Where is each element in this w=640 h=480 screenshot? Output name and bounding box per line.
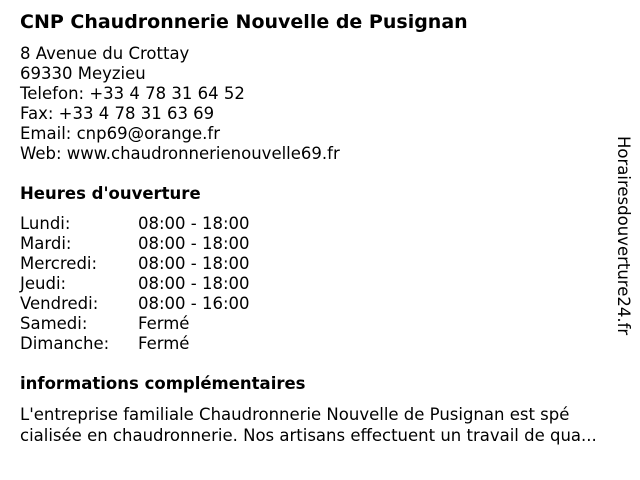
time-value: 08:00 - 18:00 (138, 254, 250, 273)
time-value: 08:00 - 18:00 (138, 234, 250, 253)
additional-info-heading: informations complémentaires (20, 374, 306, 393)
day-label: Dimanche: (20, 334, 110, 353)
address-city: 69330 Meyzieu (20, 64, 146, 83)
contact-block (20, 44, 340, 164)
site-watermark (612, 136, 634, 372)
fax-line: Fax: +33 4 78 31 63 69 (20, 104, 215, 123)
web-line: Web: www.chaudronnerienouvelle69.fr (20, 144, 340, 163)
email-line: Email: cnp69@orange.fr (20, 124, 220, 143)
site-watermark-text: Horairesdouverture24.fr (614, 136, 633, 336)
additional-info-text (20, 404, 630, 446)
day-label: Vendredi: (20, 294, 99, 313)
time-value: 08:00 - 18:00 (138, 274, 250, 293)
address-street: 8 Avenue du Crottay (20, 44, 190, 63)
business-name: CNP Chaudronnerie Nouvelle de Pusignan (20, 11, 468, 33)
time-value: Fermé (138, 314, 190, 333)
opening-hours-heading: Heures d'ouverture (20, 184, 201, 203)
day-label: Samedi: (20, 314, 88, 333)
info-line-1: L'entreprise familiale Chaudronnerie Nouvelle de Pusignan est spé (20, 405, 570, 424)
info-line-2: cialisée en chaudronnerie. Nos artisans effectuent un travail de qua... (20, 426, 597, 445)
day-label: Jeudi: (20, 274, 67, 293)
phone-line: Telefon: +33 4 78 31 64 52 (20, 84, 245, 103)
time-value: 08:00 - 16:00 (138, 294, 250, 313)
day-label: Mardi: (20, 234, 72, 253)
time-value: 08:00 - 18:00 (138, 214, 250, 233)
time-value: Fermé (138, 334, 190, 353)
day-label: Mercredi: (20, 254, 98, 273)
day-label: Lundi: (20, 214, 71, 233)
